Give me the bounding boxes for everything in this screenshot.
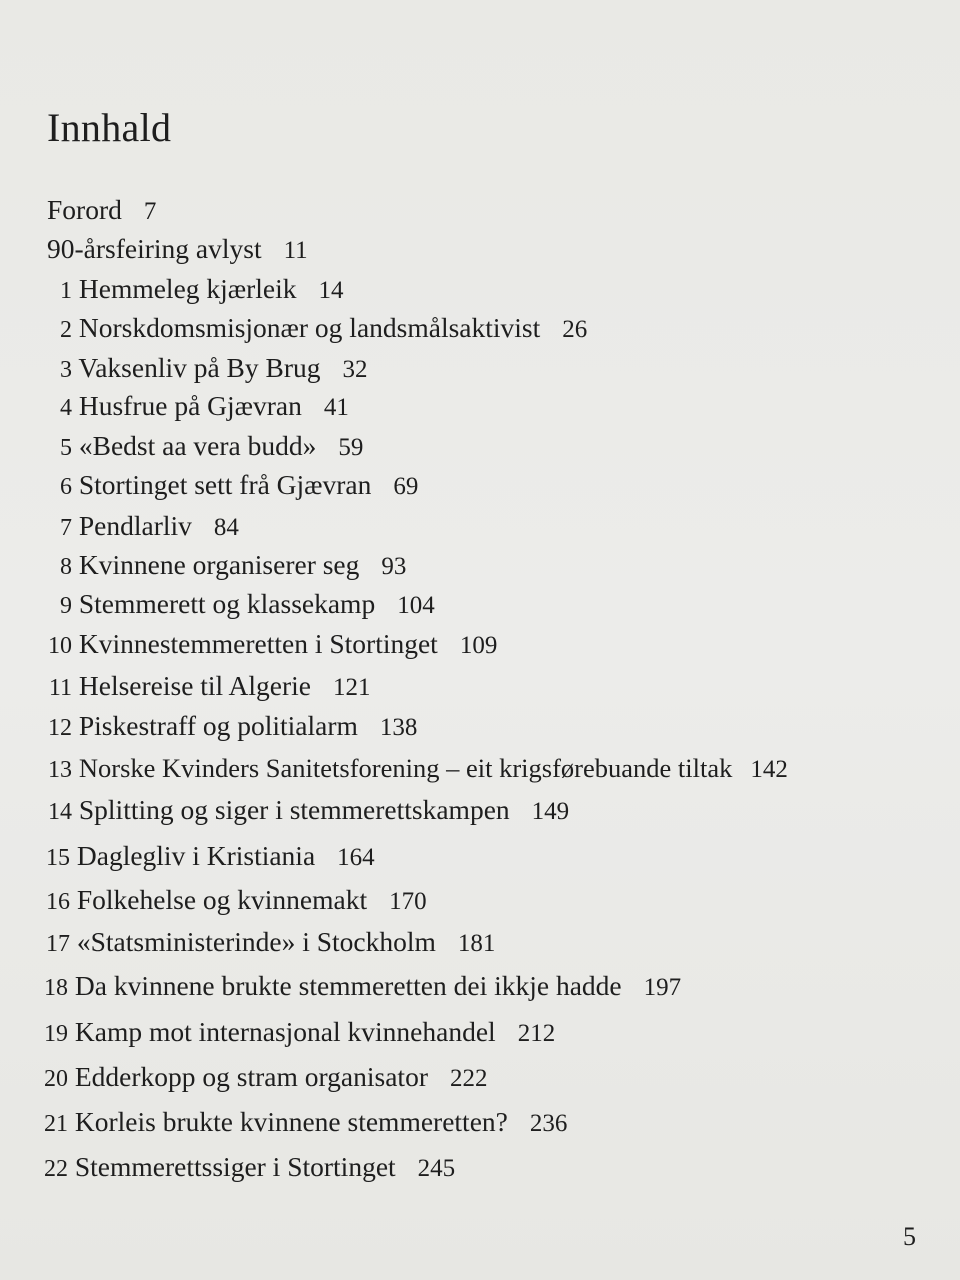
toc-entry-label: «Statsministerinde» i Stockholm: [76, 926, 436, 957]
toc-entry-page: 212: [517, 1020, 556, 1047]
toc-entry-chapter-9: [40, 590, 435, 618]
toc-entry-label: Vaksenliv på By Brug: [78, 352, 321, 383]
toc-chapter-number: 16: [46, 889, 70, 915]
toc-entry-label: Stortinget sett frå Gjævran: [78, 469, 372, 500]
toc-entry-label: Kamp mot internasjonal kvinnehandel: [74, 1016, 496, 1047]
toc-entry-chapter-5: [40, 432, 363, 460]
toc-entry-label: Hemmeleg kjærleik: [78, 273, 297, 304]
toc-entry-page: 41: [323, 394, 349, 421]
toc-chapter-number: 5: [60, 435, 72, 461]
toc-chapter-number: 13: [48, 757, 72, 783]
toc-entry-page: 84: [213, 514, 239, 541]
toc-entry-chapter-12: [38, 712, 417, 740]
toc-chapter-number: 9: [60, 593, 72, 619]
toc-entry-page: 181: [457, 930, 496, 957]
toc-entry-label: Norske Kvinders Sanitetsforening – eit krigsførebuande tiltak: [78, 753, 733, 783]
toc-entry-chapter-15: [36, 842, 375, 870]
toc-entry-page: 11: [283, 237, 308, 264]
toc-entry-label: Daglegliv i Kristiania: [76, 840, 316, 871]
toc-entry-label: Helsereise til Algerie: [78, 670, 312, 701]
toc-chapter-number: 6: [60, 474, 72, 500]
toc-entry-page: 222: [449, 1065, 488, 1092]
toc-entry-forord: [47, 196, 156, 224]
toc-entry-chapter-11: [38, 672, 371, 700]
toc-entry-chapter-17: [36, 928, 495, 956]
toc-entry-page: 32: [342, 356, 368, 383]
toc-entry-chapter-8: [40, 551, 406, 579]
toc-entry-90-arsfeiring: [47, 235, 308, 263]
toc-entry-label: Stemmerettssiger i Stortinget: [74, 1151, 396, 1182]
toc-chapter-number: 8: [60, 554, 72, 580]
toc-entry-page: 14: [318, 277, 344, 304]
toc-entry-chapter-14: [38, 796, 569, 824]
toc-entry-label: Folkehelse og kvinnemakt: [76, 884, 368, 915]
toc-entry-chapter-21: [34, 1108, 567, 1136]
toc-entry-page: 7: [143, 198, 157, 225]
toc-entry-chapter-13: [38, 754, 788, 782]
toc-chapter-number: 10: [48, 633, 72, 659]
toc-entry-page: 170: [389, 888, 427, 915]
toc-entry-label: Da kvinnene brukte stemmeretten dei ikkje hadde: [74, 970, 622, 1001]
toc-entry-chapter-18: [34, 972, 681, 1000]
toc-entry-chapter-2: [40, 314, 587, 342]
toc-entry-label: 90-årsfeiring avlyst: [47, 233, 262, 264]
toc-entry-page: 104: [397, 592, 435, 619]
toc-entry-page: 69: [393, 473, 419, 500]
toc-entry-label: Kvinnestemmeretten i Stortinget: [78, 628, 438, 659]
toc-entry-label: Forord: [47, 194, 122, 225]
toc-entry-label: Pendlarliv: [78, 510, 192, 541]
toc-entry-chapter-16: [36, 886, 427, 914]
toc-chapter-number: 4: [60, 395, 72, 421]
toc-entry-chapter-19: [34, 1018, 555, 1046]
toc-entry-page: 142: [750, 756, 788, 783]
toc-entry-page: 197: [643, 974, 682, 1001]
toc-chapter-number: 11: [48, 675, 72, 701]
toc-entry-label: Husfrue på Gjævran: [78, 390, 302, 421]
toc-entry-label: Kvinnene organiserer seg: [78, 549, 360, 580]
toc-entry-chapter-20: [34, 1063, 487, 1091]
toc-chapter-number: 17: [46, 931, 70, 957]
toc-entry-chapter-6: [40, 471, 418, 499]
toc-entry-chapter-7: [40, 512, 239, 540]
toc-chapter-number: 14: [48, 799, 72, 825]
toc-entry-page: 26: [562, 316, 588, 343]
page-number: 5: [903, 1222, 916, 1251]
toc-chapter-number: 1: [60, 278, 72, 304]
toc-entry-label: Stemmerett og klassekamp: [78, 588, 376, 619]
toc-entry-chapter-3: [40, 354, 368, 382]
toc-entry-chapter-10: [38, 630, 497, 658]
toc-entry-page: 138: [379, 714, 418, 741]
toc-entry-page: 109: [459, 632, 498, 659]
toc-chapter-number: 18: [44, 975, 68, 1001]
toc-entry-page: 93: [381, 553, 407, 580]
toc-chapter-number: 22: [44, 1156, 68, 1182]
toc-entry-page: 236: [529, 1110, 568, 1137]
toc-entry-chapter-1: [40, 275, 344, 303]
toc-entry-page: 59: [338, 434, 364, 461]
toc-entry-page: 164: [337, 844, 375, 871]
toc-entry-label: Splitting og siger i stemmerettskampen: [78, 794, 510, 825]
toc-chapter-number: 21: [44, 1111, 68, 1137]
toc-chapter-number: 12: [48, 715, 72, 741]
toc-entry-page: 149: [531, 798, 570, 825]
toc-chapter-number: 2: [60, 317, 72, 343]
toc-entry-page: 245: [417, 1155, 456, 1182]
page-title: Innhald: [47, 105, 172, 150]
toc-entry-label: «Bedst aa vera budd»: [78, 430, 317, 461]
toc-chapter-number: 15: [46, 845, 70, 871]
toc-entry-chapter-4: [40, 392, 349, 420]
toc-entry-page: 121: [333, 674, 371, 701]
toc-entry-label: Norskdomsmisjonær og landsmålsaktivist: [78, 312, 541, 343]
toc-chapter-number: 3: [60, 357, 72, 383]
toc-entry-label: Edderkopp og stram organisator: [74, 1061, 428, 1092]
toc-chapter-number: 7: [60, 515, 72, 541]
toc-entry-label: Korleis brukte kvinnene stemmeretten?: [74, 1106, 508, 1137]
toc-chapter-number: 20: [44, 1066, 68, 1092]
toc-entry-chapter-22: [34, 1153, 455, 1181]
toc-chapter-number: 19: [44, 1021, 68, 1047]
toc-entry-label: Piskestraff og politialarm: [78, 710, 358, 741]
